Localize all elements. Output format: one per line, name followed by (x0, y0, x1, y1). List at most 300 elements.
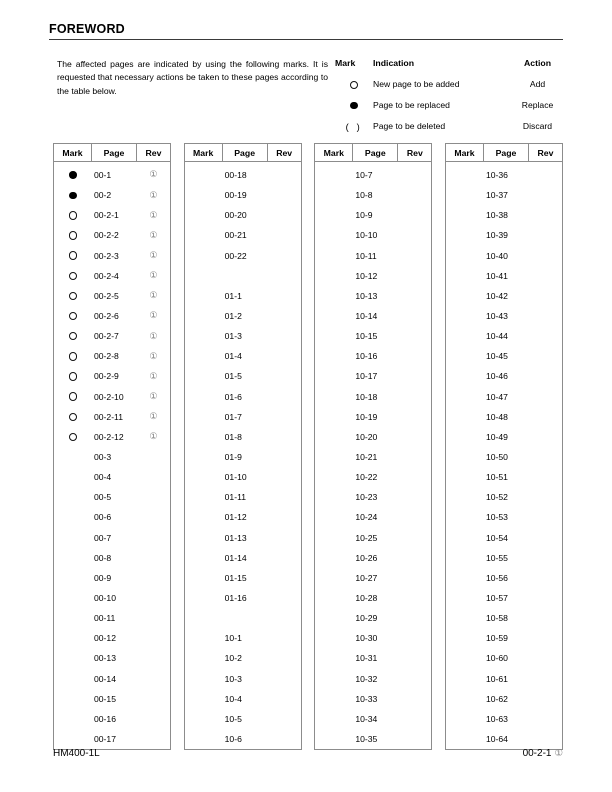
page-table-header-row (446, 144, 562, 162)
page-number-cell: 00-13 (94, 653, 116, 664)
page-number-cell: 10-64 (485, 734, 508, 744)
legend-indication-cell: Page to be deleted (373, 121, 446, 132)
page-number-cell: 00-2-11 (94, 411, 123, 422)
page-table-header-row (54, 144, 170, 162)
page-table-row (446, 185, 562, 205)
rev-1-icon: ① (149, 411, 158, 422)
rev-1-icon: ① (149, 330, 158, 341)
page-number-cell: 00-2-6 (94, 311, 119, 322)
footer-rev-icon: ① (554, 748, 563, 759)
footer-page-number (523, 748, 563, 759)
page-table-row (54, 165, 170, 185)
page-table-header-rev: Rev (537, 147, 554, 158)
page-table-header-row (185, 144, 301, 162)
page-table-row (315, 729, 431, 749)
page-table-row (185, 286, 301, 306)
page-table-body (315, 162, 431, 749)
page-table-row (446, 729, 562, 749)
page-mark-cell (54, 292, 92, 300)
page-number-cell: 00-8 (94, 552, 112, 563)
legend-indication-cell: Page to be replaced (373, 100, 450, 110)
page-number-cell: 01-10 (224, 472, 247, 483)
page-table-row (315, 407, 431, 427)
page-table-row (54, 588, 170, 608)
page-table-row (185, 507, 301, 527)
legend-action-cell: Discard (522, 121, 553, 132)
page-number-cell: 00-15 (94, 693, 116, 704)
page-number-cell: 00-2-7 (94, 331, 119, 342)
page-number-cell: 10-7 (355, 170, 373, 181)
page-number-cell: 00-2-3 (94, 250, 119, 261)
page-number-cell: 10-35 (355, 734, 378, 744)
page-number-cell: 10-54 (485, 532, 508, 543)
page-table-row (446, 507, 562, 527)
page-table-row (54, 326, 170, 346)
page-number-cell: 10-44 (485, 331, 508, 342)
page-number-cell: 10-60 (485, 653, 508, 664)
page-table-header-row (315, 144, 431, 162)
page-number-cell: 10-45 (485, 351, 508, 362)
rev-1-icon: ① (149, 290, 158, 301)
page-table-row (315, 205, 431, 225)
page-number-cell: 10-9 (355, 210, 373, 221)
page-table-row (185, 528, 301, 548)
page-number-cell: 00-2-2 (94, 230, 119, 241)
rev-1-icon: ① (149, 270, 158, 281)
page-table-row (315, 709, 431, 729)
open-circle-icon (69, 292, 77, 300)
page-table-row (315, 165, 431, 185)
page-mark-cell (54, 433, 92, 441)
page-table-header-mark: Mark (315, 144, 353, 161)
page-number-cell: 10-20 (355, 431, 378, 442)
page-number-cell: 10-47 (485, 391, 508, 402)
page-rev-cell (137, 191, 170, 200)
page-number-cell: 10-24 (355, 512, 378, 523)
page-table-row (315, 507, 431, 527)
page-number-cell: 00-6 (94, 512, 112, 523)
page-rev-cell (137, 432, 170, 441)
page-number-cell: 01-4 (224, 351, 242, 362)
page-table-row (54, 427, 170, 447)
page-rev-cell (137, 170, 170, 179)
page-number-cell: 10-25 (355, 532, 378, 543)
open-circle-icon (350, 81, 358, 89)
legend-row (335, 100, 570, 121)
page-table-row (315, 568, 431, 588)
page-number-cell: 10-34 (355, 713, 378, 724)
page-number-cell: 01-14 (224, 552, 247, 563)
page-table-row (185, 427, 301, 447)
page-number-cell: 10-31 (355, 653, 378, 664)
page-table-row (54, 548, 170, 568)
page-table-row (185, 568, 301, 588)
page-rev-cell (137, 372, 170, 381)
page-number-cell: 10-55 (485, 552, 508, 563)
page-table-row (185, 548, 301, 568)
page-table-row (446, 427, 562, 447)
page-number-cell: 10-43 (485, 311, 508, 322)
page-rev-cell (137, 332, 170, 341)
legend-header-indication: Indication (373, 58, 415, 68)
page-table-row (315, 427, 431, 447)
page-mark-cell (54, 352, 92, 360)
page-table-row (446, 286, 562, 306)
page-number-cell: 00-1 (94, 170, 112, 181)
page-number-cell: 10-40 (485, 250, 508, 261)
page-number-cell: 10-8 (355, 190, 373, 201)
page-number-cell: 10-37 (485, 190, 508, 201)
page-table-row (185, 246, 301, 266)
legend-header-row (335, 58, 570, 79)
legend-action-cell: Add (529, 79, 546, 89)
page-table-row (315, 246, 431, 266)
page-table-header-page: Page (353, 144, 398, 161)
page-table-row (446, 387, 562, 407)
page-table-row (315, 366, 431, 386)
page-table-row (446, 487, 562, 507)
page-number-cell: 10-27 (355, 572, 378, 583)
page-table-body (446, 162, 562, 749)
page-number-cell: 10-39 (485, 230, 508, 241)
page-number-cell: 10-30 (355, 633, 378, 644)
page-mark-cell (54, 192, 92, 199)
footer-model-number: HM400-1L (53, 748, 100, 759)
page-number-cell: 10-29 (355, 613, 378, 624)
rev-1-icon: ① (149, 229, 158, 240)
page-footer (53, 748, 563, 759)
page-number-cell: 10-58 (485, 613, 508, 624)
page-table-header-page: Page (92, 144, 137, 161)
page-table-row (54, 628, 170, 648)
page-number-cell: 10-2 (224, 653, 242, 664)
page-number-cell: 10-57 (485, 593, 508, 604)
page-rev-cell (137, 392, 170, 401)
page-table-row (185, 205, 301, 225)
page-table-row (54, 568, 170, 588)
page-number-cell: 00-3 (94, 452, 112, 463)
page-table-row (185, 648, 301, 668)
page-number-cell: 00-11 (94, 613, 116, 624)
page-number-cell: 10-42 (485, 290, 508, 301)
page-table-row (54, 669, 170, 689)
page-number-cell: 01-12 (224, 512, 247, 523)
page-table-row (446, 689, 562, 709)
page-table-row (315, 588, 431, 608)
page-table-row (446, 709, 562, 729)
filled-circle-icon (69, 192, 76, 199)
page-table-row (446, 568, 562, 588)
page-table-row (446, 346, 562, 366)
page-table-row (54, 528, 170, 548)
intro-paragraph: The affected pages are indicated by using the following marks. It is requested that necessary actions be taken to these pages according to the table below. (57, 59, 328, 96)
page-table-header-rev: Rev (406, 147, 423, 158)
page-table-header-mark: Mark (185, 144, 223, 161)
page-number-cell: 00-9 (94, 572, 112, 583)
page-table-row (54, 447, 170, 467)
page-mark-cell (54, 251, 92, 259)
page-mark-cell (54, 231, 92, 239)
page-table-body (185, 162, 301, 749)
page-rev-cell (137, 251, 170, 260)
page-number-cell: 10-21 (355, 452, 378, 463)
page-mark-cell (54, 332, 92, 340)
page-table-row (185, 669, 301, 689)
rev-1-icon: ① (149, 250, 158, 261)
page-table-header-mark: Mark (54, 144, 92, 161)
page-table-row (315, 387, 431, 407)
page-table-row (54, 246, 170, 266)
page-table-row (54, 205, 170, 225)
page-table-row (185, 326, 301, 346)
legend-row (335, 121, 570, 142)
page-table-row (315, 648, 431, 668)
page-table-row (54, 487, 170, 507)
page-table (314, 143, 432, 750)
page-number-cell: 10-17 (355, 371, 378, 382)
page-rev-cell (137, 412, 170, 421)
page-number-cell: 00-18 (224, 170, 247, 181)
page-table-row (315, 326, 431, 346)
page-number-cell: 10-1 (224, 633, 242, 644)
legend-mark-cell (335, 121, 373, 142)
page-number-cell: 10-41 (485, 270, 508, 281)
page-table-row (54, 608, 170, 628)
page-table-row (315, 346, 431, 366)
page-table-row (54, 225, 170, 245)
page-table-row (446, 407, 562, 427)
page-number-cell: 00-17 (94, 734, 116, 744)
page-table-row (185, 366, 301, 386)
page-number-cell: 00-22 (224, 250, 247, 261)
page-table-spacer-row (185, 608, 301, 628)
legend-grid (335, 58, 570, 142)
rev-1-icon: ① (149, 169, 158, 180)
page-number-cell: 00-2-8 (94, 351, 119, 362)
page-number-cell: 10-59 (485, 633, 508, 644)
page-table (53, 143, 171, 750)
legend-action-cell: Replace (521, 100, 554, 110)
page-number-cell: 10-53 (485, 512, 508, 523)
page-table-row (315, 608, 431, 628)
page-table-row (315, 225, 431, 245)
page-number-cell: 00-4 (94, 472, 112, 483)
rev-1-icon: ① (149, 189, 158, 200)
page-number-cell: 10-63 (485, 713, 508, 724)
page-number-cell: 00-19 (224, 190, 247, 201)
page-number-cell: 00-20 (224, 210, 247, 221)
page-number-cell: 10-56 (485, 572, 508, 583)
rev-1-icon: ① (149, 370, 158, 381)
page-rev-cell (137, 311, 170, 320)
page-rev-cell (137, 231, 170, 240)
page-table-row (54, 689, 170, 709)
parentheses-icon: ( ) (345, 121, 363, 133)
page-mark-cell (54, 312, 92, 320)
page-table-header-mark: Mark (446, 144, 484, 161)
page-table-row (185, 185, 301, 205)
page-table-row (54, 407, 170, 427)
page-table-header-page: Page (223, 144, 268, 161)
page-table-row (446, 306, 562, 326)
page-table-row (54, 507, 170, 527)
open-circle-icon (69, 231, 77, 239)
open-circle-icon (69, 251, 77, 259)
page-mark-cell (54, 272, 92, 280)
page-number-cell: 01-5 (224, 371, 242, 382)
page-mark-cell (54, 171, 92, 178)
page-number-cell: 10-5 (224, 713, 242, 724)
page-number-cell: 10-62 (485, 693, 508, 704)
page-mark-cell (54, 211, 92, 219)
page-mark-cell (54, 413, 92, 421)
page-number-cell: 00-5 (94, 492, 112, 503)
page-rev-cell (137, 271, 170, 280)
rev-1-icon: ① (149, 350, 158, 361)
page-table-row (185, 467, 301, 487)
legend-body (335, 79, 570, 142)
open-circle-icon (69, 211, 77, 219)
page-number-cell: 10-32 (355, 673, 378, 684)
page-table-row (185, 729, 301, 749)
rev-1-icon: ① (149, 431, 158, 442)
page-table-row (315, 447, 431, 467)
page-number-cell: 00-2-1 (94, 210, 119, 221)
page-table-row (315, 548, 431, 568)
page-number-cell: 10-33 (355, 693, 378, 704)
page-table-row (446, 669, 562, 689)
page-number-cell: 01-9 (224, 452, 242, 463)
page-table-row (54, 648, 170, 668)
page-number-cell: 00-10 (94, 593, 116, 604)
page-tables-row (53, 143, 563, 750)
page-table-row (54, 306, 170, 326)
page-table-row (446, 225, 562, 245)
open-circle-icon (69, 312, 77, 320)
page-table-row (54, 709, 170, 729)
page-mark-cell (54, 392, 92, 400)
page-table (445, 143, 563, 750)
page-number-cell: 00-7 (94, 532, 112, 543)
page-table-row (315, 487, 431, 507)
page-number-cell: 10-19 (355, 411, 378, 422)
page-table-row (446, 366, 562, 386)
page-number-cell: 10-38 (485, 210, 508, 221)
page-number-cell: 10-48 (485, 411, 508, 422)
legend-header-action: Action (523, 58, 552, 68)
page-table-row (185, 346, 301, 366)
filled-circle-icon (350, 102, 357, 109)
page-table-row (54, 366, 170, 386)
page-table-row (185, 306, 301, 326)
page-number-cell: 10-51 (485, 472, 508, 483)
page-table-row (185, 628, 301, 648)
page-table-row (446, 548, 562, 568)
page-number-cell: 10-3 (224, 673, 242, 684)
page-number-cell: 10-6 (224, 734, 242, 744)
page-rev-cell (137, 211, 170, 220)
page-number-cell: 10-14 (355, 311, 378, 322)
page-rev-cell (137, 352, 170, 361)
page-table-row (315, 528, 431, 548)
page-number-cell: 00-12 (94, 633, 116, 644)
open-circle-icon (69, 372, 77, 380)
legend-indication-cell: New page to be added (373, 79, 460, 89)
page-number-cell: 01-2 (224, 311, 242, 322)
page-number-cell: 00-14 (94, 673, 116, 684)
title-divider (49, 39, 563, 40)
legend-row (335, 79, 570, 100)
page-number-cell: 00-2-5 (94, 290, 119, 301)
page-number-cell: 10-11 (355, 250, 377, 261)
page-table-row (185, 225, 301, 245)
open-circle-icon (69, 413, 77, 421)
open-circle-icon (69, 352, 77, 360)
page-number-cell: 10-46 (485, 371, 508, 382)
filled-circle-icon (69, 171, 76, 178)
page-table-row (446, 467, 562, 487)
open-circle-icon (69, 332, 77, 340)
page-table-row (315, 266, 431, 286)
page-number-cell: 01-3 (224, 331, 242, 342)
page-number-cell: 10-12 (355, 270, 378, 281)
page-number-cell: 10-4 (224, 693, 242, 704)
rev-1-icon: ① (149, 209, 158, 220)
page-number-cell: 00-2-10 (94, 391, 124, 402)
page-table-row (54, 387, 170, 407)
page-table-row (185, 387, 301, 407)
page-table-row (315, 185, 431, 205)
page-table-row (446, 246, 562, 266)
page-table-row (446, 165, 562, 185)
page-table-row (185, 447, 301, 467)
page-number-cell: 01-6 (224, 391, 242, 402)
page-number-cell: 10-15 (355, 331, 378, 342)
legend-table (335, 58, 570, 142)
page-number-cell: 10-16 (355, 351, 378, 362)
page-mark-cell (54, 372, 92, 380)
page-number-cell: 00-2-4 (94, 270, 119, 281)
page-number-cell: 01-1 (224, 290, 242, 301)
page-table-row (54, 467, 170, 487)
page-table-row (185, 709, 301, 729)
title-block (49, 22, 563, 40)
page-number-cell: 10-23 (355, 492, 378, 503)
page-table-row (315, 669, 431, 689)
page-table-row (54, 185, 170, 205)
open-circle-icon (69, 433, 77, 441)
page-number-cell: 00-21 (224, 230, 247, 241)
page-number-cell: 01-7 (224, 411, 242, 422)
page-table-row (446, 266, 562, 286)
page-table-row (446, 528, 562, 548)
page-table-row (54, 729, 170, 749)
page-number-cell: 00-2 (94, 190, 112, 201)
page-table-row (446, 326, 562, 346)
page-number-cell: 10-36 (485, 170, 508, 181)
rev-1-icon: ① (149, 310, 158, 321)
page-number-cell: 10-22 (355, 472, 378, 483)
page-table-row (315, 286, 431, 306)
page-table-row (315, 306, 431, 326)
footer-page-label: 00-2-1 (522, 748, 552, 759)
page-table-spacer-row (185, 266, 301, 286)
page-number-cell: 10-13 (355, 290, 378, 301)
page-number-cell: 01-11 (224, 492, 246, 503)
page-number-cell: 10-50 (485, 452, 508, 463)
page-rev-cell (137, 291, 170, 300)
page-number-cell: 01-13 (224, 532, 247, 543)
